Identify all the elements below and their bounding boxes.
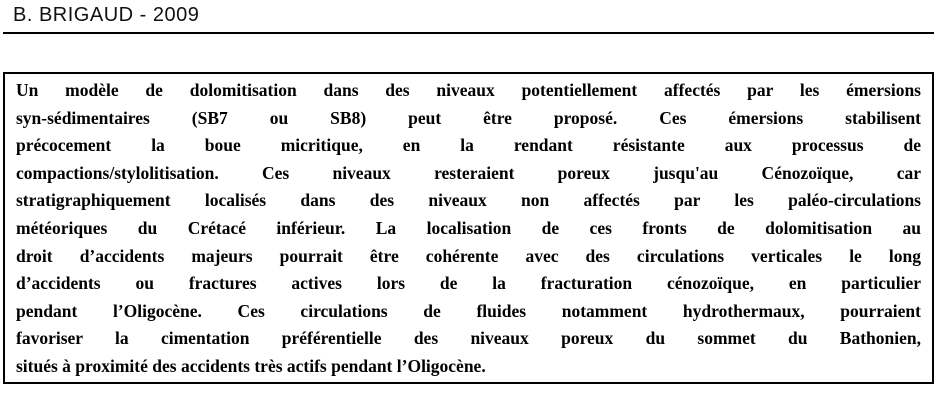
abstract-paragraph [16,77,921,381]
text-line: stratigraphiquement localisés dans des niveaux non affectés par les paléo-circulations [16,190,921,211]
abstract-box [3,72,934,384]
text-line: pendant l’Oligocène. Ces circulations de fluides notamment hydrothermaux, pourraient [16,300,921,321]
text-line: situés à proximité des accidents très actifs pendant l’Oligocène. [16,355,486,376]
text-line: compactions/stylolitisation. Ces niveaux resteraient poreux jusqu'au Cénozoïque, car [16,162,921,183]
page-header [3,0,934,34]
text-line: favoriser la cimentation préférentielle des niveaux poreux du sommet du Bathonien, [16,328,921,349]
text-line: précocement la boue micritique, en la rendant résistante aux processus de [16,135,921,156]
text-line: d’accidents ou fractures actives lors de la fracturation cénozoïque, en particulier [16,273,921,294]
page-title: B. BRIGAUD - 2009 [13,4,200,26]
text-line: syn-sédimentaires (SB7 ou SB8) peut être proposé. Ces émersions stabilisent [16,107,921,128]
text-line: droit d’accidents majeurs pourrait être cohérente avec des circulations verticales le long [16,245,921,266]
text-line: Un modèle de dolomitisation dans des niveaux potentiellement affectés par les émersions [16,80,921,100]
text-line: météoriques du Crétacé inférieur. La localisation de ces fronts de dolomitisation au [16,217,921,238]
